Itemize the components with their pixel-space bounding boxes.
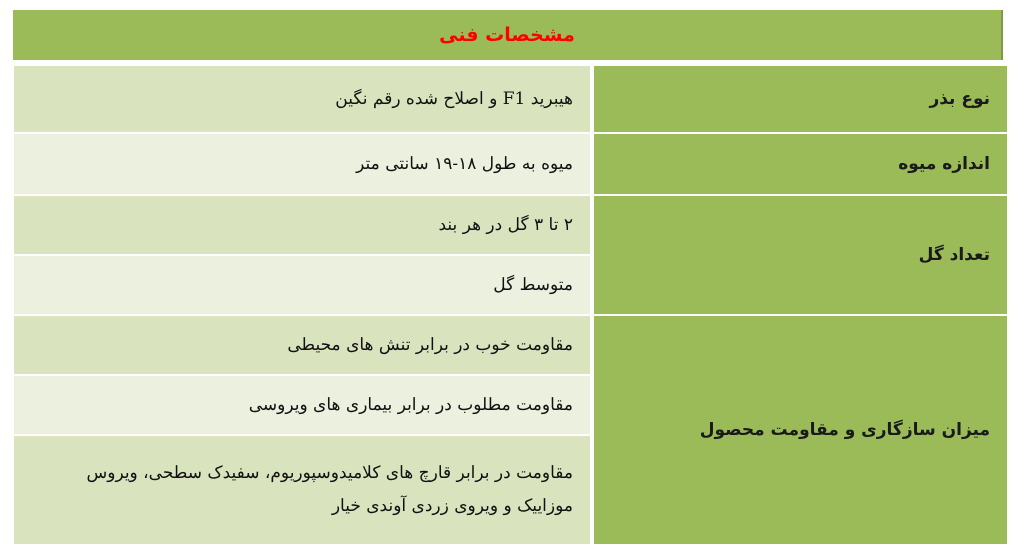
label-seed-type: [594, 66, 1007, 134]
label-flower-count: [594, 196, 1007, 316]
value-cell: [14, 316, 590, 376]
label-fruit-size: [594, 134, 1007, 196]
table-title: مشخصات فنی: [439, 24, 575, 46]
table-header: [13, 10, 1003, 60]
value-cell: [14, 66, 590, 134]
value-text: ۲ تا ۳ گل در هر بند: [438, 214, 573, 235]
value-text: هیبرید F1 و اصلاح شده رقم نگین: [335, 88, 573, 109]
value-cell: [14, 256, 590, 316]
value-cell: [14, 134, 590, 196]
value-text: مقاومت مطلوب در برابر بیماری های ویروسی: [248, 394, 573, 415]
value-cell: [14, 436, 590, 546]
label-resistance: [594, 316, 1007, 546]
value-text: میوه به طول ۱۸-۱۹ سانتی متر: [356, 153, 573, 174]
value-cell: [14, 196, 590, 256]
label-text: نوع بذر: [929, 89, 990, 109]
label-text: اندازه میوه: [898, 154, 990, 174]
label-text: میزان سازگاری و مقاومت محصول: [699, 420, 990, 440]
value-cell: [14, 376, 590, 436]
value-text: متوسط گل: [493, 274, 573, 295]
label-text: تعداد گل: [918, 245, 990, 265]
value-text: مقاومت در برابر قارچ های کلامیدوسپوریوم، سفیدک سطحی، ویروس موزاییک و ویروی زردی آوندی خیار: [86, 463, 573, 516]
value-text: مقاومت خوب در برابر تنش های محیطی: [287, 334, 573, 355]
